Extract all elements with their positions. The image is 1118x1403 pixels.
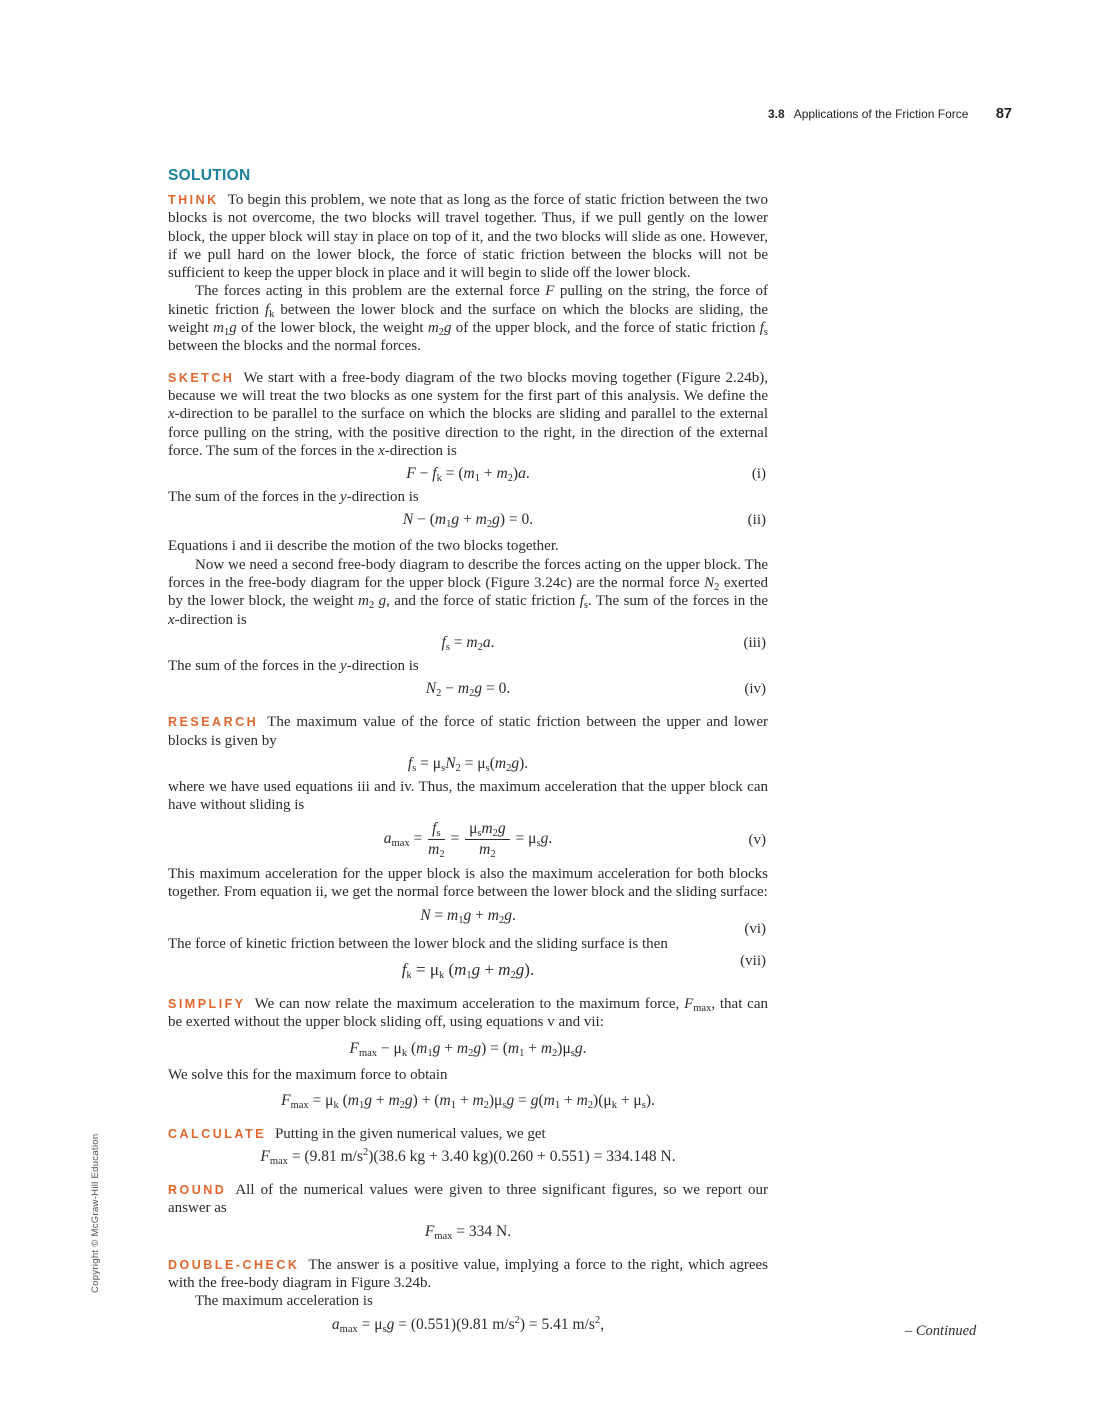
- think-text: To begin this problem, we note that as long as the force of static friction between the two blocks is not overcome, the two blocks will travel together. Thus, if we pull gently on the lower block, the upper block will stay in place on top of it, and the two blocks will slide as one. However, if we pull hard on the lower block, the force of static friction between the blocks will not be sufficient to keep the upper block in place and it will begin to slide off the lower block.: [168, 192, 768, 282]
- research-text: The maximum value of the force of static friction between the upper and lower blocks is given by: [168, 714, 768, 749]
- equation-simplify-2-body: $F_{max} = \mu_k$ $(m_1g + m_2g) + (m_1 + m_2)\mu_sg = g(m_1 + m_2)(\mu_k + \mu_s)$.: [281, 1091, 655, 1111]
- equation-vi: [168, 905, 768, 937]
- equation-iv: [168, 678, 768, 700]
- equation-vii: [168, 952, 768, 982]
- sum-y-note-1: The sum of the forces in the y-direction is: [168, 489, 419, 506]
- equation-simplify-1: [168, 1038, 768, 1060]
- research-paragraph: [168, 713, 768, 750]
- equation-ii: [168, 509, 768, 531]
- sketch-text: We start with a free-body diagram of the two blocks moving together (Figure 2.24b), because we will treat the two blocks as one system for the first part of this analysis. We define the x-direction to be parallel to the surface on which the blocks are sliding and parallel to the external force pulling on the string, with the positive direction to the right, in the direction of the external force. The sum of the forces in the x-direction is: [168, 369, 768, 459]
- equation-vii-label: (vii): [740, 952, 766, 969]
- solution-heading: SOLUTION: [168, 167, 251, 184]
- equation-ii-body: $N - (m_1g + m_2g) = 0$.: [402, 511, 534, 531]
- think-paragraph-2: The forces acting in this problem are the external force F pulling on the string, the force of kinetic friction $f_k$ between the lower block and the surface on which the blocks are sliding, the weight $m_1g$ of the lower block, the weight $m_2g$ of the upper block, and the force of static friction $f_s$ between the blocks and the normal forces.: [168, 283, 769, 355]
- equation-iii: [168, 632, 768, 654]
- kinetic-friction-note: The force of kinetic friction between the lower block and the sliding surface is then: [168, 935, 668, 952]
- equation-fs-max: [168, 753, 768, 775]
- equation-calculate-body: $F_{max} = (9.81$ $m/s^2)(38.6$ kg + 3.40 kg)(0.260 + 0.551) = 334.148 N.: [260, 1147, 676, 1168]
- equation-vii-body: $f_k = \mu_k$ $(m_1g + m_2g)$.: [401, 959, 535, 981]
- equation-simplify-2: [168, 1090, 768, 1112]
- round-paragraph: [168, 1181, 768, 1218]
- equation-v-body: $a_{max}$ = $\frac{f_s}{m_2}$ = $\frac{\mu_sm_2g}{m_2}$ = $\mu_sg$.: [383, 820, 553, 861]
- solve-note: We solve this for the maximum force to obtain: [168, 1066, 448, 1083]
- copyright-notice: Copyright © McGraw-Hill Education: [90, 1133, 101, 1293]
- equation-fs-max-body: $f_s = \mu_sN_2 = \mu_s(m_2g)$.: [407, 754, 529, 774]
- simplify-label: SIMPLIFY: [168, 996, 246, 1011]
- continued-note: – Continued: [905, 1322, 977, 1339]
- research-paragraph-2: where we have used equations iii and iv. Thus, the maximum acceleration that the upper block can have without sliding is: [168, 778, 768, 814]
- equation-i-label: (i): [751, 466, 766, 483]
- think-label: THINK: [168, 193, 219, 207]
- equation-simplify-1-body: $F_{max} - \mu_k$ $(m_1g + m_2g) = (m_1 + m_2)\mu_sg$.: [349, 1039, 587, 1059]
- equation-final-body: $a_{max} = \mu_sg = (0.551)(9.81$ $m/s^2) = 5.41$ $m/s^2$,: [331, 1314, 605, 1335]
- round-label: ROUND: [168, 1183, 227, 1198]
- equation-calculate: [168, 1146, 768, 1168]
- simplify-text: We can now relate the maximum acceleration to the maximum force, $F_{max}$, that can be exerted without the upper block sliding off, using equations v and vii:: [168, 995, 768, 1031]
- calculate-paragraph: [168, 1125, 768, 1143]
- sum-y-note-2: The sum of the forces in the y-direction is: [168, 657, 419, 674]
- equations-i-ii-note: Equations i and ii describe the motion of the two blocks together.: [168, 538, 559, 555]
- equation-final: [168, 1314, 977, 1339]
- equation-iv-body: $N_2 - m_2g = 0$.: [425, 680, 511, 700]
- section-title: Applications of the Friction Force: [793, 107, 969, 121]
- think-paragraph: [168, 191, 768, 282]
- equation-iv-label: (iv): [744, 681, 766, 698]
- equation-i: [168, 463, 768, 485]
- double-check-text: The answer is a positive value, implying a force to the right, which agrees with the free-body diagram in Figure 3.24b.: [168, 1256, 768, 1292]
- simplify-paragraph: [168, 995, 768, 1032]
- double-check-label: DOUBLE-CHECK: [168, 1257, 300, 1272]
- equation-round-body: $F_{max} = 334$ N.: [424, 1222, 512, 1242]
- equation-vi-body: $N = m_1g + m_2g$.: [420, 906, 516, 926]
- equation-v-label: (v): [748, 831, 766, 848]
- equation-v: [168, 820, 768, 859]
- equation-iii-body: $f_s = m_2a$.: [441, 633, 495, 653]
- running-header: [768, 106, 1012, 122]
- research-paragraph-3: This maximum acceleration for the upper block is also the maximum acceleration for both blocks together. From equation ii, we get the normal force between the lower block and the sliding surface:: [168, 866, 768, 901]
- equation-round: [168, 1221, 768, 1243]
- equation-i-body: $F - f_k = (m_1 + m_2)a$.: [406, 465, 530, 485]
- equation-vi-label: (vi): [744, 920, 766, 937]
- solution-column: [168, 167, 977, 1339]
- page-number: 87: [995, 106, 1012, 122]
- section-number: 3.8: [768, 107, 785, 121]
- sketch-paragraph: [168, 369, 768, 460]
- second-fbd-paragraph: Now we need a second free-body diagram to describe the forces acting on the upper block. The forces in the free-body diagram for the upper block (Figure 3.24c) are the normal force $N_2$ exerted by the lower block, the weight $m_2$ g, and the force of static friction $f_s$. The sum of the forces in the x-direction is: [168, 556, 769, 628]
- max-acceleration-note: The maximum acceleration is: [195, 1293, 373, 1310]
- equation-iii-label: (iii): [743, 634, 766, 651]
- sketch-label: SKETCH: [168, 370, 235, 385]
- round-text: All of the numerical values were given to three significant figures, so we report our answer as: [168, 1182, 768, 1217]
- double-check-paragraph: [168, 1256, 768, 1293]
- research-label: RESEARCH: [168, 715, 259, 730]
- equation-ii-label: (ii): [747, 512, 766, 529]
- calculate-text: Putting in the given numerical values, we get: [274, 1125, 546, 1142]
- calculate-label: CALCULATE: [168, 1126, 266, 1141]
